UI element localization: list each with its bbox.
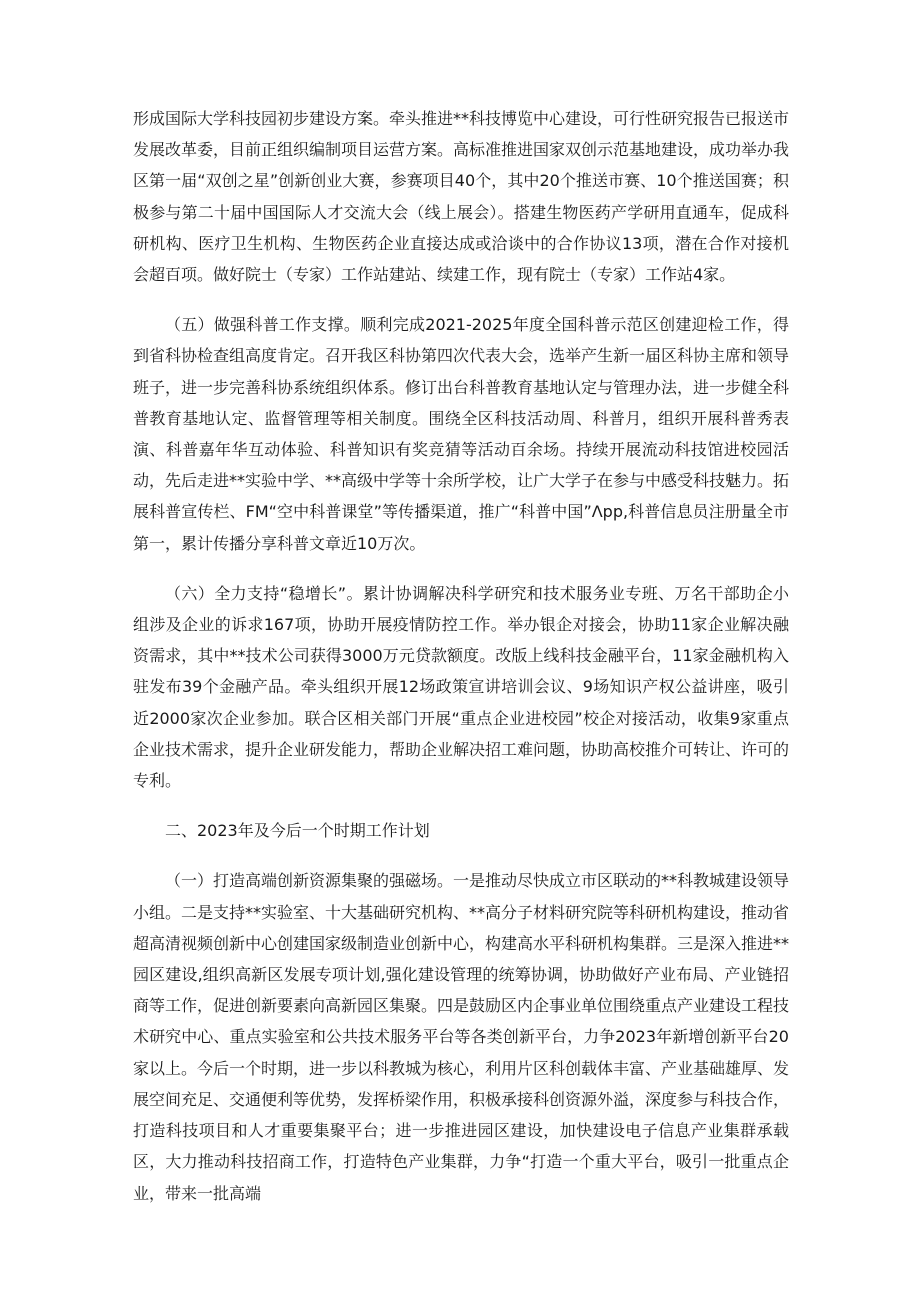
document-body xyxy=(133,103,789,1228)
paragraph-steady-growth: （六）全力支持“稳增长”。累计协调解决科学研究和技术服务业专班、万名干部助企小组涉及企业的诉求167项，协助开展疫情防控工作。举办银企对接会，协助11家企业解决融资需求，其中**技术公司获得3000万元贷款额度。改版上线科技金融平台，11家金融机构入驻发布39个金融产品。牵头组织开展12场政策宣讲培训会议、9场知识产权公益讲座，吸引近2000家次企业参加。联合区相关部门开展“重点企业进校园”校企对接活动，收集9家重点企业技术需求，提升企业研发能力，帮助企业解决招工难问题，协助高校推介可转让、许可的专利。 xyxy=(133,583,790,791)
paragraph-science-popularization: （五）做强科普工作支撑。顺利完成2021-2025年度全国科普示范区创建迎检工作，得到省科协检查组高度肯定。召开我区科协第四次代表大会，选举产生新一届区科协主席和领导班子，进一步完善科协系统组织体系。修订出台科普教育基地认定与管理办法，进一步健全科普教育基地认定、监督管理等相关制度。围绕全区科技活动周、科普月，组织开展科普秀表演、科普嘉年华互动体验、科普知识有奖竞猜等活动百余场。持续开展流动科技馆进校园活动，先后走进**实验中学、**高级中学等十余所学校，让广大学子在参与中感受科技魅力。拓展科普宣传栏、FM“空中科普课堂”等传播渠道，推广“科普中国”Λpp,科普信息员注册量全市第一，累计传播分享科普文章近10万次。 xyxy=(133,315,790,553)
paragraph-innovation-resources: （一）打造高端创新资源集聚的强磁场。一是推动尽快成立市区联动的**科教城建设领导小组。二是支持**实验室、十大基础研究机构、**高分子材料研究院等科研机构建设，推动省超高清视频创新中心创建国家级制造业创新中心，构建高水平科研机构集群。三是深入推进**园区建设,组织高新区发展专项计划,强化建设管理的统筹协调，协助做好产业布局、产业链招商等工作，促进创新要素向高新园区集聚。四是鼓励区内企事业单位围绕重点产业建设工程技术研究中心、重点实验室和公共技术服务平台等各类创新平台，力争2023年新增创新平台20家以上。今后一个时期，进一步以科教城为核心，利用片区科创载体丰富、产业基础雄厚、发展空间充足、交通便利等优势，发挥桥梁作用，积极承接科创资源外溢，深度参与科技合作，打造科技项目和人才重要集聚平台；进一步推进园区建设，加快建设电子信息产业集群承载区，大力推动科技招商工作，打造特色产业集群，力争“打造一个重大平台，吸引一批重点企业，带来一批高端 xyxy=(133,871,790,1203)
section-heading-2023-plan: 二、2023年及今后一个时期工作计划 xyxy=(165,821,430,841)
paragraph-continuation: 形成国际大学科技园初步建设方案。牵头推进**科技博览中心建设，可行性研究报告已报送市发展改革委，目前正组织编制项目运营方案。高标准推进国家双创示范基地建设，成功举办我区第一届“双创之星”创新创业大赛，参赛项目40个，其中20个推送市赛、10个推送国赛；积极参与第二十届中国国际人才交流大会（线上展会）。搭建生物医药产学研用直通车，促成科研机构、医疗卫生机构、生物医药企业直接达成或洽谈中的合作协议13项，潜在合作对接机会超百项。做好院士（专家）工作站建站、续建工作，现有院士（专家）工作站4家。 xyxy=(133,109,790,285)
